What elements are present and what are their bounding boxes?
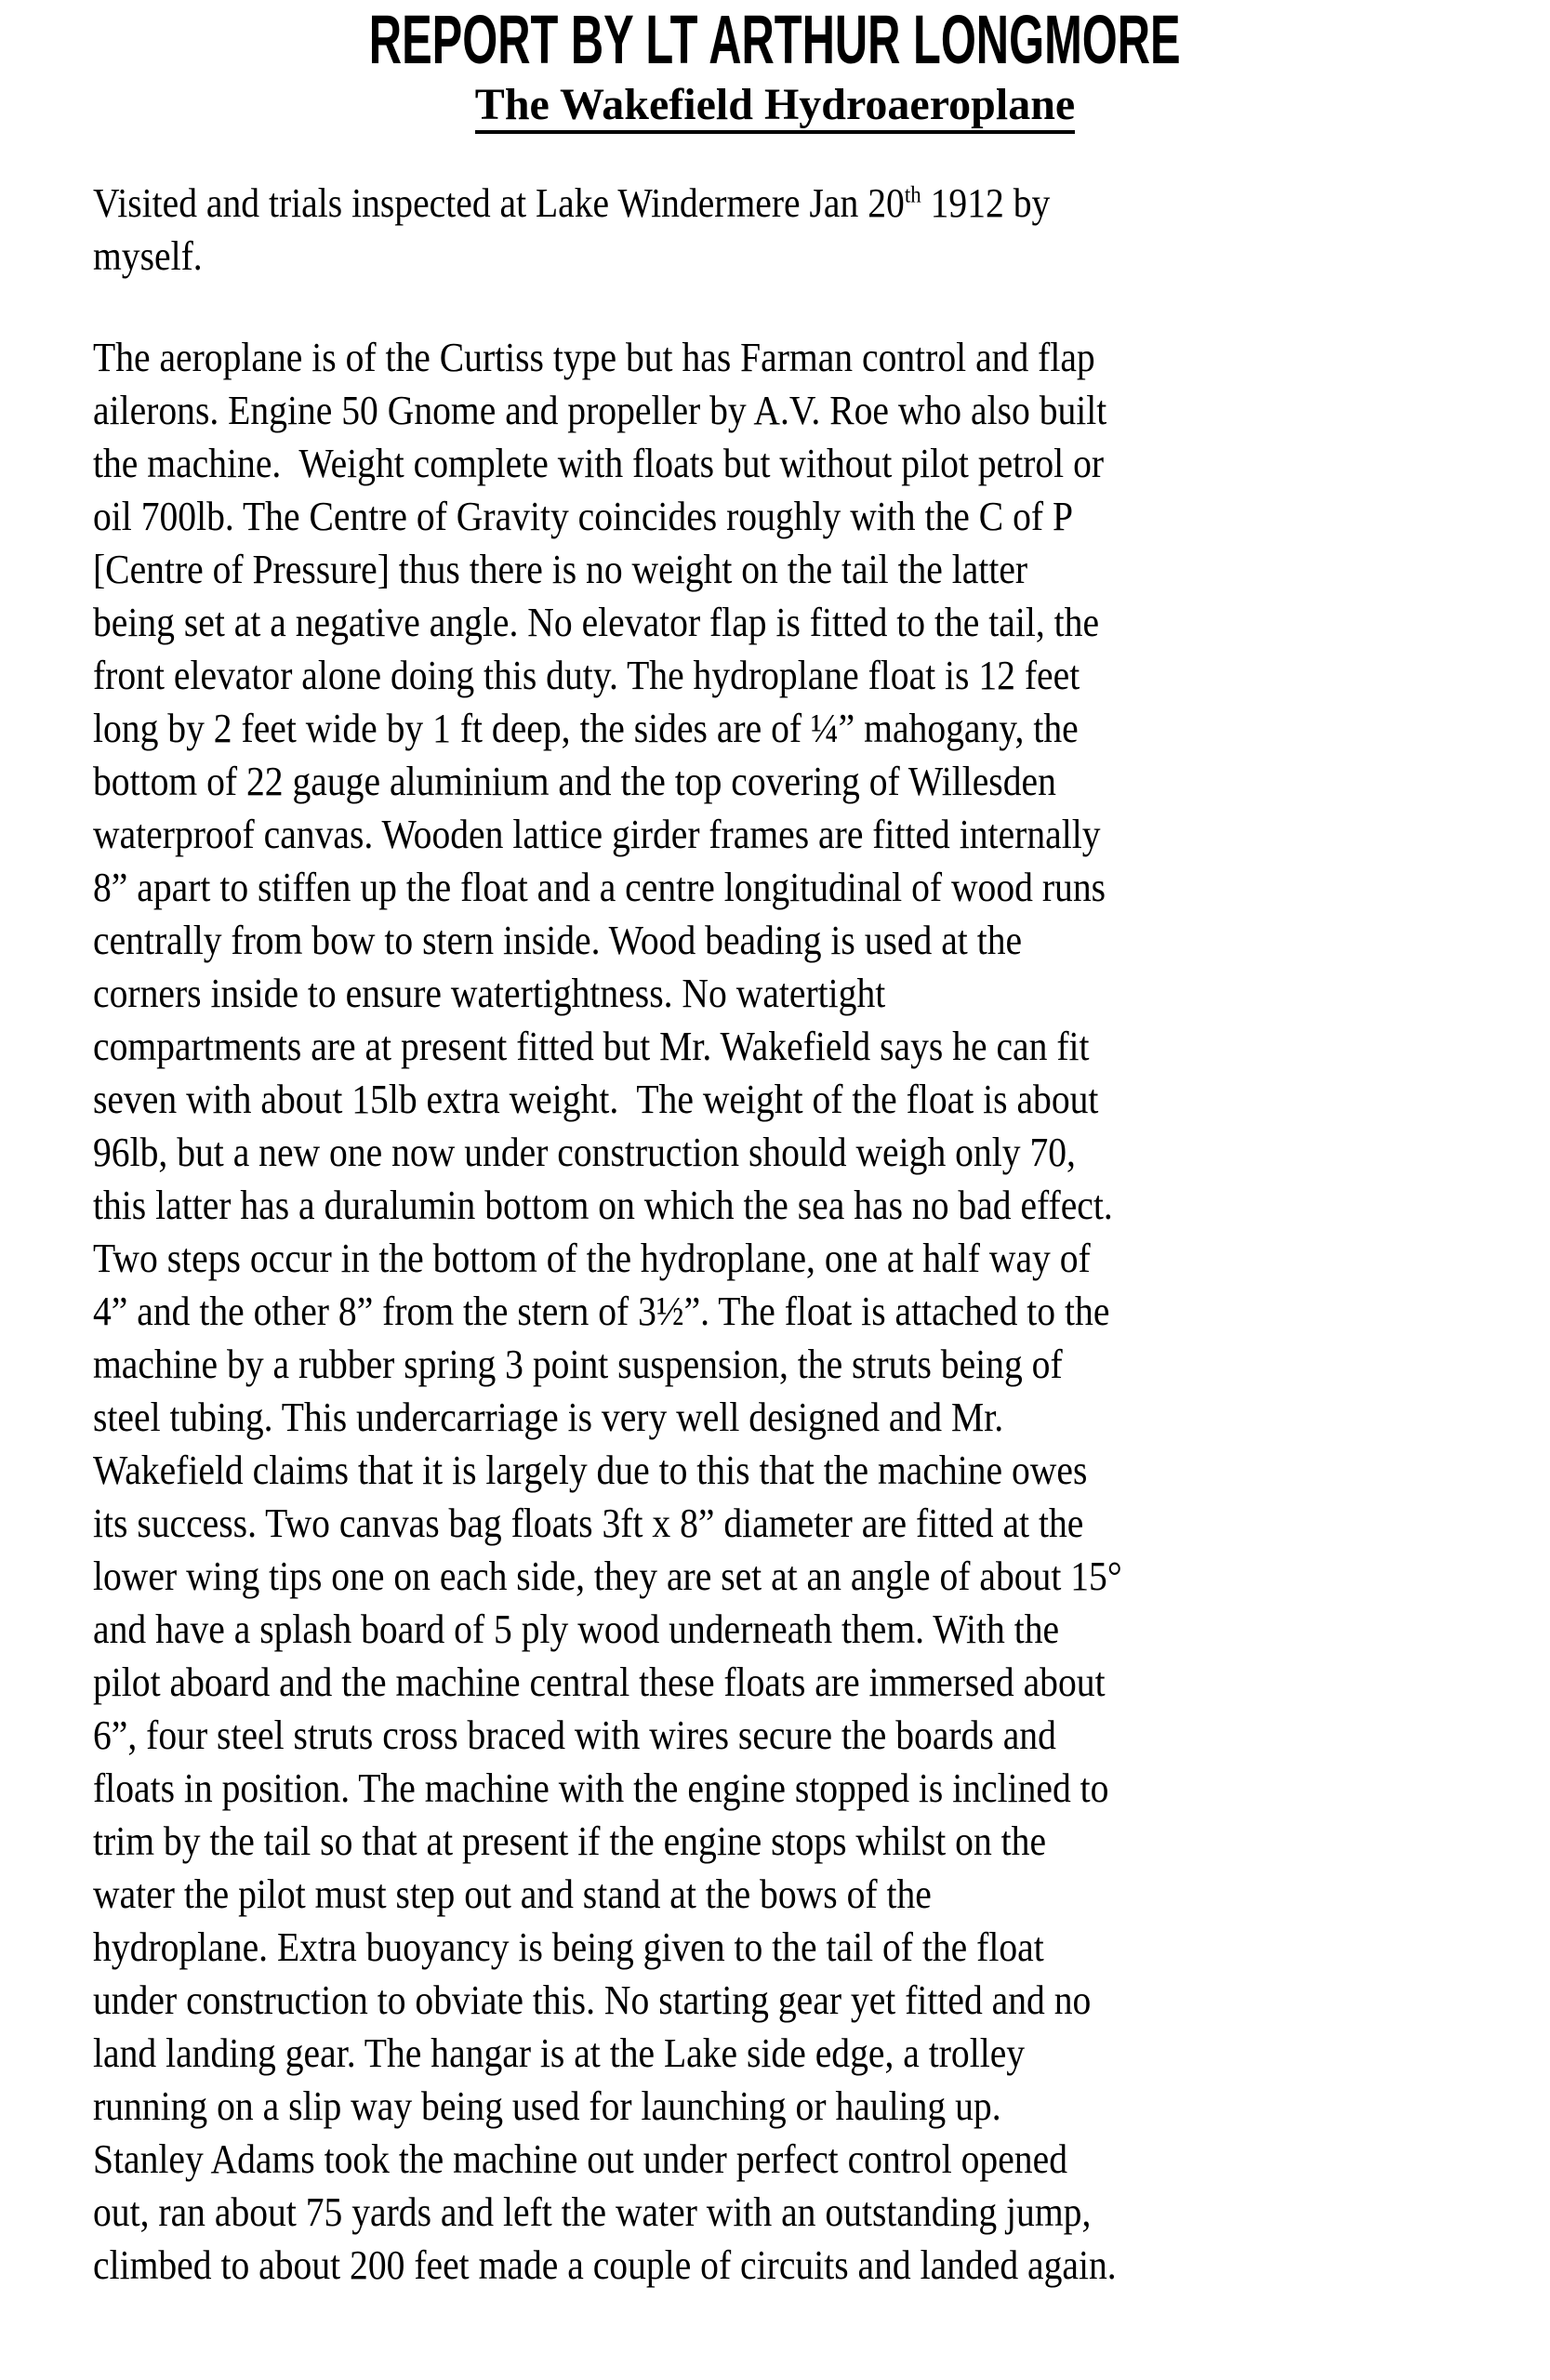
report-subtitle (0, 80, 1550, 134)
body-line: steel tubing. This undercarriage is very well designed and Mr. (93, 1395, 1004, 1440)
intro-line-1-prefix: Visited and trials inspected at Lake Windermere Jan 20 (93, 180, 905, 226)
report-subtitle-text: The Wakefield Hydroaeroplane (475, 83, 1075, 134)
body-line: climbed to about 200 feet made a couple of circuits and landed again. (93, 2242, 1117, 2288)
body-line: ailerons. Engine 50 Gnome and propeller by A.V. Roe who also built (93, 388, 1107, 433)
body-line: running on a slip way being used for launching or hauling up. (93, 2083, 1001, 2129)
body-line: 6”, four steel struts cross braced with wires secure the boards and (93, 1712, 1056, 1758)
body-line: under construction to obviate this. No starting gear yet fitted and no (93, 1977, 1092, 2023)
body-line: the machine. Weight complete with floats but without pilot petrol or (93, 441, 1105, 486)
body-line: 96lb, but a new one now under construction should weigh only 70, (93, 1130, 1076, 1175)
body-line: The aeroplane is of the Curtiss type but has Farman control and flap (93, 335, 1095, 380)
ordinal-superscript: th (904, 180, 921, 208)
body-line: [Centre of Pressure] thus there is no weight on the tail the latter (93, 547, 1028, 592)
body-line: centrally from bow to stern inside. Wood beading is used at the (93, 918, 1023, 963)
report-title (0, 1, 1550, 78)
body-line: long by 2 feet wide by 1 ft deep, the sides are of ¼” mahogany, the (93, 706, 1079, 751)
body-line: Wakefield claims that it is largely due to this that the machine owes (93, 1448, 1088, 1493)
body-line: land landing gear. The hangar is at the Lake side edge, a trolley (93, 2030, 1026, 2076)
report-title-text: REPORT BY LT ARTHUR LONGMORE (369, 1, 1181, 78)
body-line: lower wing tips one on each side, they are set at an angle of about 15° (93, 1554, 1122, 1599)
body-line: hydroplane. Extra buoyancy is being given to the tail of the float (93, 1924, 1044, 1970)
body-line: its success. Two canvas bag floats 3ft x 8” diameter are fitted at the (93, 1501, 1084, 1546)
body-line: waterproof canvas. Wooden lattice girder frames are fitted internally (93, 812, 1101, 857)
body-line: and have a splash board of 5 ply wood underneath them. With the (93, 1606, 1060, 1652)
body-line: corners inside to ensure watertightness. No watertight (93, 971, 886, 1016)
body-line: being set at a negative angle. No elevator flap is fitted to the tail, the (93, 600, 1100, 645)
body-paragraph (0, 331, 1550, 2292)
body-line: trim by the tail so that at present if the engine stops whilst on the (93, 1818, 1047, 1864)
body-line: oil 700lb. The Centre of Gravity coincides roughly with the C of P (93, 494, 1074, 539)
body-line: machine by a rubber spring 3 point suspension, the struts being of (93, 1342, 1063, 1387)
body-line: this latter has a duralumin bottom on which the sea has no bad effect. (93, 1183, 1113, 1228)
body-line: Two steps occur in the bottom of the hydroplane, one at half way of (93, 1236, 1091, 1281)
intro-line-1-suffix: 1912 by (921, 180, 1051, 226)
body-line: front elevator alone doing this duty. The hydroplane float is 12 feet (93, 653, 1080, 698)
body-line: bottom of 22 gauge aluminium and the top covering of Willesden (93, 759, 1056, 804)
body-line: water the pilot must step out and stand at the bows of the (93, 1871, 932, 1917)
intro-line-2: myself. (93, 233, 203, 279)
body-line: compartments are at present fitted but Mr. Wakefield says he can fit (93, 1024, 1090, 1069)
body-line: pilot aboard and the machine central these floats are immersed about (93, 1659, 1106, 1705)
intro-paragraph (0, 177, 1550, 283)
intro-line-1 (93, 177, 1354, 230)
body-line: 8” apart to stiffen up the float and a centre longitudinal of wood runs (93, 865, 1106, 910)
body-line: 4” and the other 8” from the stern of 3½”. The float is attached to the (93, 1289, 1110, 1334)
body-line: seven with about 15lb extra weight. The weight of the float is about (93, 1077, 1099, 1122)
body-line: floats in position. The machine with the engine stopped is inclined to (93, 1765, 1109, 1811)
body-line: Stanley Adams took the machine out under perfect control opened (93, 2136, 1067, 2182)
body-line: out, ran about 75 yards and left the water with an outstanding jump, (93, 2189, 1092, 2235)
